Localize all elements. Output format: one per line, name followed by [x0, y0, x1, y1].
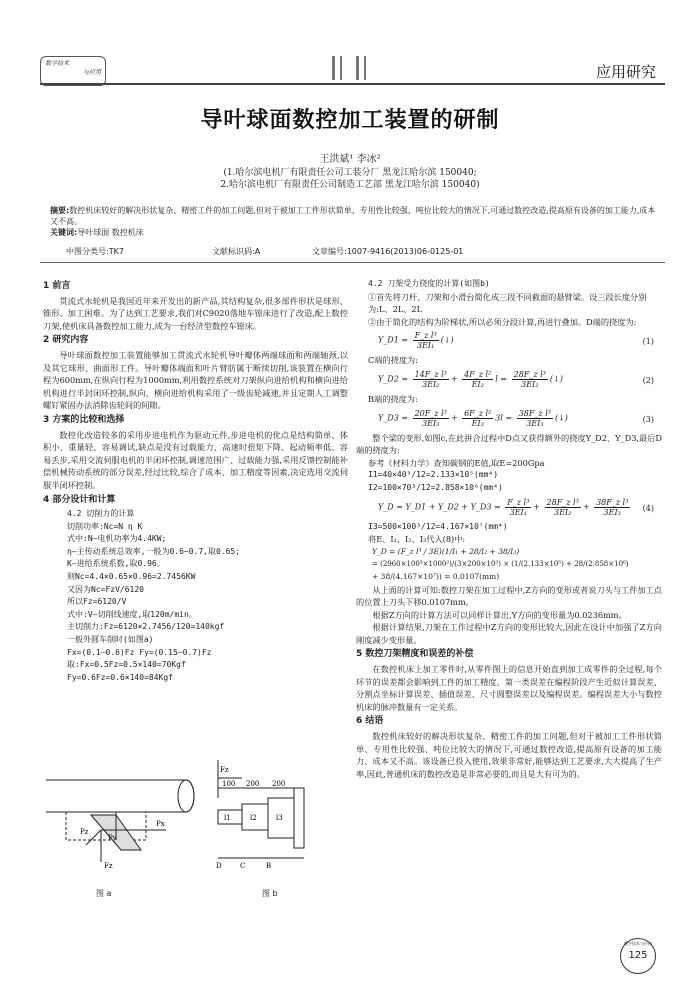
z-deformation-text: 从上面的计算可知:数控刀架在加工过程中,Z方向的变形或者说刀头与工件加工点的位置上刀头下移0.0107mm。: [356, 584, 662, 608]
affiliation-2: 2.哈尔滨电机厂有限责任公司制造工艺部 黑龙江哈尔滨 150040): [220, 180, 480, 190]
i3-value: I3=500×100³/12=4.167×10⁷(mm⁴): [368, 521, 508, 531]
eq2-lhs: Y_D2 =: [378, 374, 409, 384]
deflection-step-1: ①首先将刀杆、刀架和小滑台简化成三段不同截面的悬臂梁。设三段长度分别为:L、2L、2L: [368, 291, 647, 315]
y-deformation-text: 根据Z方向的计算方法可以同样计算出,Y方向的变形量为0.0236mm。: [372, 609, 627, 620]
page-number-badge: [620, 938, 656, 974]
section-name: 应用研究: [595, 63, 656, 81]
eq4-lhs: Y_D = Y_D1 + Y_D2 + Y_D3 =: [378, 502, 501, 512]
fig-a-label-fz: Fz: [104, 862, 113, 870]
fig-b-label-fz: Fz: [220, 766, 229, 774]
header-rule: [40, 83, 665, 85]
young-modulus-note: 参考《材料力学》查知碳钢的E值,取E=200Gpa: [368, 457, 545, 468]
eq2-t2-num: 4F_z l²: [464, 369, 492, 379]
eq2-t3-num: 28F_z l³: [513, 369, 546, 379]
calc-line: Fx=(0.1—0.6)Fz Fy=(0.15—0.7)Fz: [67, 647, 212, 657]
figure-a-turning-forces: [46, 760, 206, 870]
page-number: 125: [628, 950, 648, 961]
calc-line: 切削功率:Nc=N η K: [67, 521, 143, 531]
fig-b-dim-100: 100: [222, 780, 236, 788]
eq4-t1-num: F_z l³: [507, 497, 530, 507]
authors: 王洪斌¹ 李冰²: [319, 154, 381, 165]
substitute-note: 将E、I₁、I₂、I₃代入(8)中:: [368, 534, 466, 545]
article-number: 文章编号:1007-9416(2013)06-0125-01: [312, 247, 464, 256]
whole-beam-text: 整个梁的变形,如图c,在此拼合过程中D点又获得额外的挠度Y_D2、Y_D3,最后D端的挠度为:: [356, 432, 662, 456]
eq2-t2-den: EI₂: [471, 379, 484, 389]
eq3-t3-num: 38F_z l³: [518, 408, 551, 418]
eq3-t2-den: EI₃: [471, 418, 484, 428]
left-column: [43, 278, 348, 684]
eq4-t3-num: 38F_z l³: [596, 497, 629, 507]
clc-number: 中图分类号:TK7: [66, 247, 124, 256]
equation-1: Y_D1 = $\frac{\text{F\_z l³}}{\text{3EI₁}}$ (↓) (1): [378, 331, 654, 351]
section-6-text: 数控机床较好的解决形状复杂、精密工件的加工问题,但对于被加工工件形状简单、专用性比较强、吨位比较大的情况下,可通过数控改造,提高原有设备的加工能力、成本又不高。该设备已投入使用,效果非常好,能够达到工艺要求,大大提高了生产率,因此,普通机床的数控改造是非常必要的,而且是大有可为的。: [356, 731, 662, 779]
calc-line: K—进给系统系数,取0.96。: [67, 559, 165, 569]
section-6-heading: 6 结语: [356, 716, 384, 727]
journal-logo: [40, 56, 106, 86]
eq2-t3-den: 3EI₂: [521, 379, 539, 389]
document-code: 文献标识码:A: [212, 247, 261, 256]
section-2-heading: 2 研究内容: [43, 335, 89, 346]
fig-a-label-py: Py: [108, 834, 117, 842]
calc-line: η—主传动系统总效率,一般为0.6~0.7,取0.65;: [67, 546, 241, 556]
calc-line: 式中:N—电机功率为4.4KW;: [67, 534, 167, 544]
equation-4: Y_D = Y_D1 + Y_D2 + Y_D3 = $\frac{\text{F\_z l³}}{\text{3EI₁}}$ + $\frac{\text{28F\_z l³}}{\text{3EI₂}}$ + $\frac{\text{38F\_z l³}}{\text{3EI₃}}$ (4): [378, 497, 654, 517]
figure-b-caption: 图 b: [262, 889, 278, 898]
abstract-text: 数控机床较好的解决形状复杂、精密工件的加工问题,但对于被加工工件形状简单、专用性比较强、吨位比较大的情况下,可通过数控改造,提高原有设备的加工能力,成本又不高。: [50, 206, 656, 226]
eq2-number: (2): [642, 375, 654, 385]
fig-b-label-b: B: [266, 862, 272, 870]
affiliation-1: (1.哈尔滨电机厂有限责任公司工装分厂 黑龙江哈尔滨 150040;: [223, 168, 477, 178]
page-badge-text: 数字技术与应用: [624, 941, 652, 946]
eq5-line-1: Y_D = (F_z l³ / 3E)(1/I₁ + 28/I₂ + 38/I₃): [372, 546, 520, 556]
eq4-t1-den: 3EI₁: [509, 507, 527, 517]
fig-a-label-px: Px: [156, 820, 165, 828]
fig-b-label-l3: l3: [276, 814, 283, 822]
eq4-t2-den: 3EI₂: [554, 507, 572, 517]
section-5-text: 在数控机床上加工零件时,从零件图上的信息开始直到加工成零件的全过程,每个环节的误差都会影响到工件的加工精度。第一类误差在编程阶段产生近似计算误差、分割点坐标计算误差、插值误差、尺寸圆整误差以及编程误差。编程误差大小与数控机床的脉冲数量有一定关系。: [356, 664, 662, 712]
c-end-label: C端的挠度为:: [368, 355, 418, 366]
calc-line: 一般外圆车削时(如图a): [67, 635, 154, 645]
eq3-t2-num: 6F_z l²: [464, 408, 492, 418]
fig-b-dim-200-a: 200: [246, 780, 260, 788]
fig-b-label-d: D: [216, 862, 222, 870]
eq5-line-2: = (2960×100³×1000²)/(3×200×10³) × (1/(2.133×10⁵) + 28/(2.858×10⁶): [372, 560, 629, 569]
section-5-heading: 5 数控刀架精度和误差的补偿: [356, 649, 474, 660]
keywords: 导叶球面 数控机床: [77, 228, 144, 237]
abstract-label: 摘要:: [50, 206, 70, 215]
calc-line: 取:Fx=0.5Fz=0.5×140=70Kgf: [67, 660, 186, 670]
eq1-den: 3EI₁: [416, 341, 435, 351]
equation-3: Y_D3 = $\frac{\text{20F\_z l³}}{\text{3EI₃}}$ + $\frac{\text{6F\_z l²}}{\text{EI₃}}$ 3l = $\frac{\text{38F\_z l³}}{\text{3EI₃}}$ (↓) (3): [378, 408, 654, 428]
eq2-t1-num: 14F_z l³: [414, 369, 447, 379]
calc-line: 4.2 切削力的计算: [67, 509, 135, 519]
eq3-t1-den: 3EI₃: [422, 418, 440, 428]
keywords-label: 关键词:: [50, 228, 78, 237]
figure-b-cantilever: [210, 758, 350, 876]
calc-line: 所以Fz=6120/V: [67, 597, 127, 607]
section-1-heading: 1 前言: [43, 281, 71, 291]
fig-a-label-pz: Pz: [80, 828, 89, 836]
eq1-number: (1): [642, 337, 654, 347]
eq4-number: (4): [642, 503, 654, 513]
eq3-number: (3): [642, 414, 654, 424]
right-column: [356, 278, 662, 780]
article-title: 导叶球面数控加工装置的研制: [200, 108, 500, 133]
fig-b-label-l2: l2: [250, 814, 257, 822]
section-2-text: 导叶球面数控加工装置能够加工贯流式水轮机导叶瓣体两端球面和两端轴颈,以及其它球形、曲面形工件。导叶瓣体端面和叶片臂肪属于断续切削,该装置在横向行程为600mm,在纵向行程为1000mm,利用数控系统对刀架纵向进给机构和横向进给机构进行半封闭环控制,纵向、横向进给机构采用了一级齿轮减速,并且定期人工调整螺钉紧固办法消除齿轮间的间隙。: [43, 349, 348, 411]
fig-b-label-c: C: [240, 862, 246, 870]
abstract: [50, 205, 660, 238]
eq1-lhs: Y_D1 =: [378, 335, 409, 345]
section-4-heading: 4 部分设计和计算: [43, 494, 116, 505]
i2-value: I2=100×70³/12=2.858×10⁶(mm⁴): [368, 482, 503, 492]
figure-a-caption: 图 a: [96, 889, 112, 898]
section-3-heading: 3 方案的比较和选择: [43, 414, 125, 425]
section-3-text: 数控化改造较多的采用步进电机作为驱动元件,步进电机的优点是结构简单、体积小、重量轻、容易调试,缺点是没有过载能力、高速时扭矩下降、起动频率低、容易丢步,采用交流伺服电机的半闭环控制,调速范围广、过载能力强,采用反馈控制能补偿机械传动系统的部分误差,经过比较,综合了成本、加工精度等因素,决定选用交流伺服半闭环控制。: [43, 429, 348, 490]
eq1-num: F_z l³: [414, 331, 437, 341]
calc-line: 则Nc=4.4×0.65×0.96=2.7456KW: [67, 572, 196, 582]
eq5-line-3: + 38/(4.167×10⁷)) = 0.0107(mm): [372, 571, 500, 581]
i1-value: I1=40×40³/12=2.133×10⁵(mm⁴): [368, 470, 499, 480]
eq4-t3-den: 3EI₃: [603, 507, 621, 517]
journal-logo-line1: 数学技术: [45, 60, 70, 67]
eq3-t3-den: 3EI₃: [526, 418, 544, 428]
deflection-subheading: 4.2 刀架受力挠度的计算(如图b): [368, 279, 490, 288]
fig-b-label-l1: l1: [224, 814, 231, 822]
design-conclusion-text: 根据计算结果,刀架在工作过程中Z方向的变形比较大,因此在设计中加强了Z方向刚度减少变形量。: [356, 622, 662, 645]
eq3-lhs: Y_D3 =: [378, 413, 409, 423]
calc-line: 主切削力:Fz=6120×2.7456/120=140kgf: [67, 622, 225, 632]
calc-line: 式中:V—切削线速度,取120m/min。: [67, 609, 197, 619]
eq3-t1-num: 20F_z l³: [414, 408, 447, 418]
eq4-t2-num: 28F_z l³: [546, 497, 579, 507]
b-end-label: B端的挠度为:: [368, 393, 418, 404]
journal-logo-line2: 与应用: [82, 69, 101, 76]
header-decoration: [330, 56, 370, 80]
section-1-text: 贯流式水轮机是我国近年来开发出的新产品,其结构复杂,很多部件形状是球形、锥形、加工困难。为了达到工艺要求,我们对C9020落地车镗床进行了改造,配上数控刀架,使机床具备数控加工能力,成为一台经济型数控车镗床。: [43, 295, 348, 331]
calc-line: Fy=0.6Fz=0.6×140=84Kgf: [67, 672, 173, 682]
deflection-step-2: ②由于简化的结构为阶梯状,所以必须分段计算,再进行叠加。D端的挠度为:: [368, 316, 637, 327]
fig-b-dim-200-b: 200: [272, 780, 286, 788]
equation-2: Y_D2 = $\frac{\text{14F\_z l³}}{\text{3EI₂}}$ + $\frac{\text{4F\_z l²}}{\text{EI₂}}$ l = $\frac{\text{28F\_z l³}}{\text{3EI₂}}$ (↓) (2): [378, 369, 654, 389]
calc-line: 又因为Nc=FzV/6120: [67, 584, 144, 594]
abstract-rule: [40, 262, 665, 263]
eq2-t1-den: 3EI₂: [422, 379, 440, 389]
